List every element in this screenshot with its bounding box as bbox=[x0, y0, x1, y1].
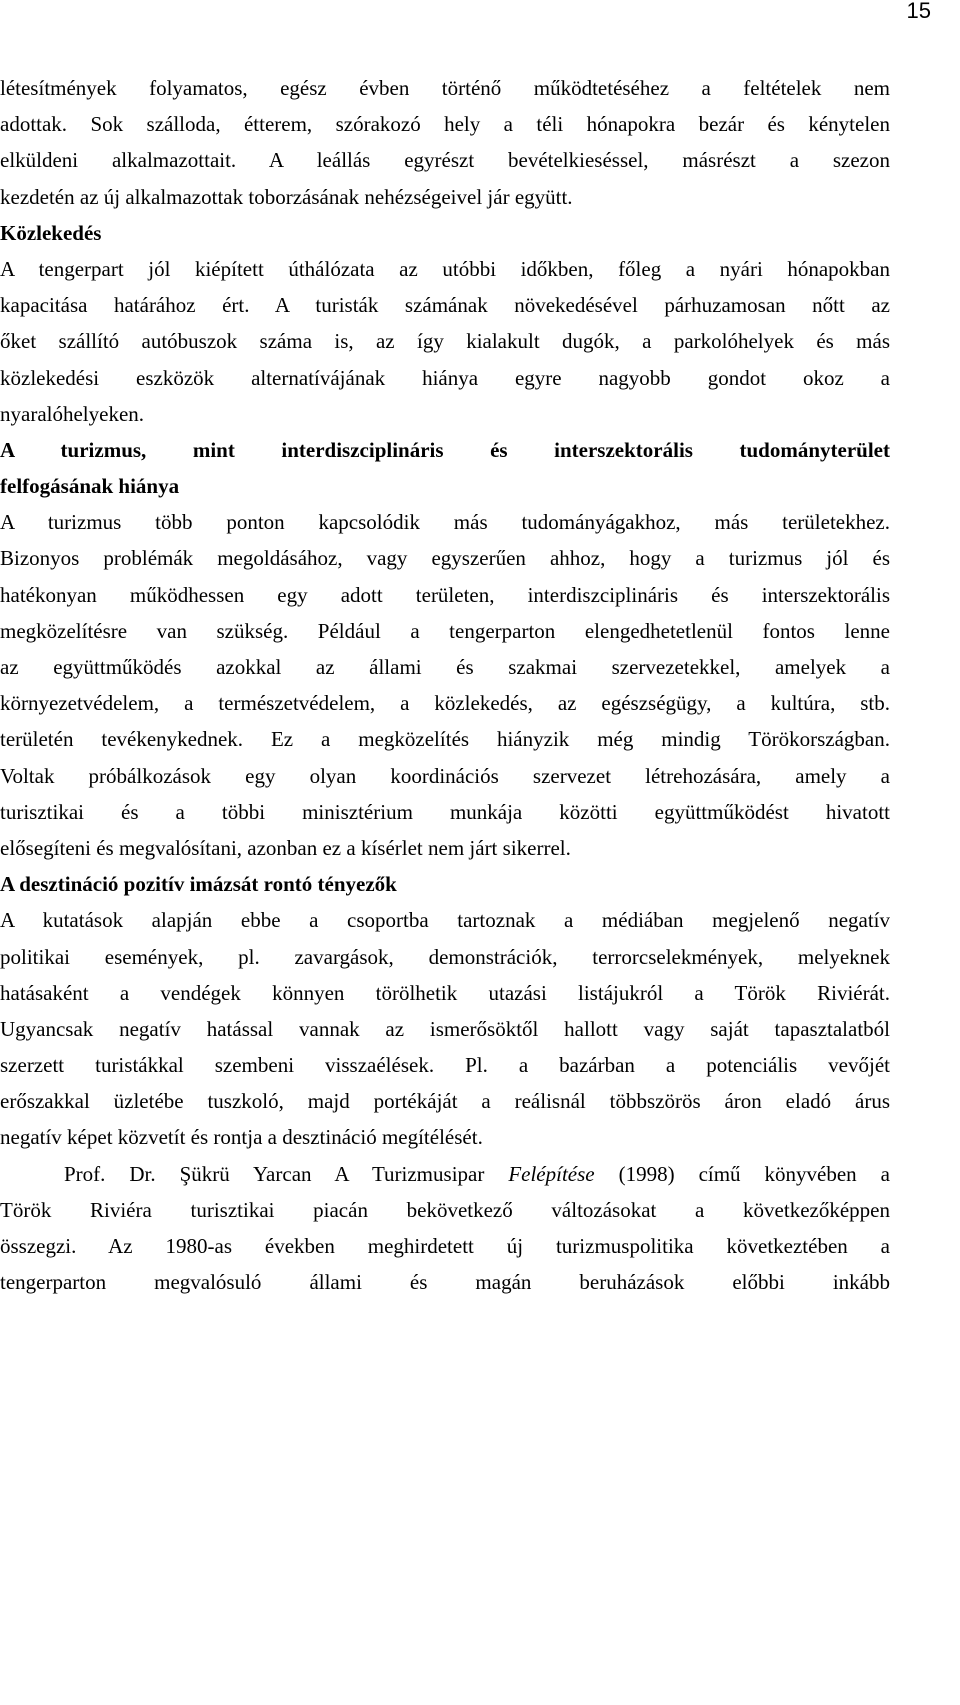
body-line: hatásaként a vendégek könnyen törölhetik utazási listájukról a Török Riviérát. bbox=[0, 980, 890, 1005]
body-line: politikai események, pl. zavargások, demonstrációk, terrorcselekmények, melyeknek bbox=[0, 944, 890, 969]
body-line: létesítmények folyamatos, egész évben történő működtetéséhez a feltételek nem bbox=[0, 76, 890, 100]
section-heading-destinacio: A desztináció pozitív imázsát rontó tényezők bbox=[0, 872, 397, 897]
body-line: A tengerpart jól kiépített úthálózata az utóbbi időkben, főleg a nyári hónapokban bbox=[0, 256, 890, 281]
body-line: negatív képet közvetít és rontja a desztináció megítélését. bbox=[0, 1125, 483, 1150]
citation-book-title: Felépítése bbox=[508, 1161, 595, 1186]
body-line: tengerparton megvalósuló állami és magán beruházások előbbi inkább bbox=[0, 1270, 890, 1295]
page-number: 15 bbox=[906, 0, 931, 23]
body-line: nyaralóhelyeken. bbox=[0, 401, 145, 426]
body-line: összegzi. Az 1980-as években meghirdetett új turizmuspolitika következtében a bbox=[0, 1234, 890, 1258]
body-line: hatékonyan működhessen egy adott területen, interdiszciplináris és interszektorális bbox=[0, 582, 890, 607]
citation-line bbox=[0, 1156, 890, 1192]
body-line: A kutatások alapján ebbe a csoportba tartoznak a médiában megjelenő negatív bbox=[0, 908, 890, 933]
body-line: turisztikai és a többi minisztérium munkája közötti együttműködést hivatott bbox=[0, 799, 890, 824]
body-line: megközelítésre van szükség. Például a tengerparton elengedhetetlenül fontos lenne bbox=[0, 618, 890, 643]
body-line: erőszakkal üzletébe tuszkoló, majd portékáját a reálisnál többszörös áron eladó árus bbox=[0, 1089, 890, 1114]
body-line: Ugyancsak negatív hatással vannak az ismerősöktől hallott vagy saját tapasztalatból bbox=[0, 1016, 890, 1041]
body-line: Bizonyos problémák megoldásához, vagy egyszerűen ahhoz, hogy a turizmus jól és bbox=[0, 546, 890, 571]
citation-prefix: Prof. Dr. Şükrü Yarcan A Turizmusipar bbox=[64, 1161, 509, 1186]
section-heading-kozlekedes: Közlekedés bbox=[0, 220, 102, 245]
body-line: őket szállító autóbuszok száma is, az így kialakult dugók, a parkolóhelyek és más bbox=[0, 329, 890, 354]
body-line: az együttműködés azokkal az állami és szakmai szervezetekkel, amelyek a bbox=[0, 655, 890, 679]
body-line: területén tevékenykednek. Ez a megközelítés hiányzik még mindig Törökországban. bbox=[0, 727, 890, 752]
body-line: kezdetén az új alkalmazottak toborzásának nehézségeivel jár együtt. bbox=[0, 184, 573, 209]
body-line: kapacitása határához ért. A turisták számának növekedésével párhuzamosan nőtt az bbox=[0, 293, 890, 318]
body-line: közlekedési eszközök alternatívájának hiánya egyre nagyobb gondot okoz a bbox=[0, 365, 890, 390]
body-line: Voltak próbálkozások egy olyan koordinációs szervezet létrehozására, amely a bbox=[0, 763, 890, 788]
body-line: szerzett turistákkal szembeni visszaélések. Pl. a bazárban a potenciális vevőjét bbox=[0, 1053, 890, 1078]
body-line: elküldeni alkalmazottait. A leállás egyrészt bevételkieséssel, másrészt a szezon bbox=[0, 148, 890, 173]
document-body bbox=[0, 70, 890, 1300]
section-heading-turizmus: A turizmus, mint interdiszciplináris és interszektorális tudományterület bbox=[0, 437, 890, 462]
body-line: elősegíteni és megvalósítani, azonban ez a kísérlet nem járt sikerrel. bbox=[0, 835, 571, 860]
body-line: környezetvédelem, a természetvédelem, a közlekedés, az egészségügy, a kultúra, stb. bbox=[0, 691, 890, 716]
body-line: Török Riviéra turisztikai piacán bekövetkező változásokat a következőképpen bbox=[0, 1197, 890, 1222]
citation-suffix: (1998) című könyvében a bbox=[594, 1161, 890, 1186]
body-line: adottak. Sok szálloda, étterem, szórakozó hely a téli hónapokra bezár és kénytelen bbox=[0, 112, 890, 137]
body-line: A turizmus több ponton kapcsolódik más tudományágakhoz, más területekhez. bbox=[0, 510, 890, 535]
section-heading-turizmus-cont: felfogásának hiánya bbox=[0, 474, 180, 499]
